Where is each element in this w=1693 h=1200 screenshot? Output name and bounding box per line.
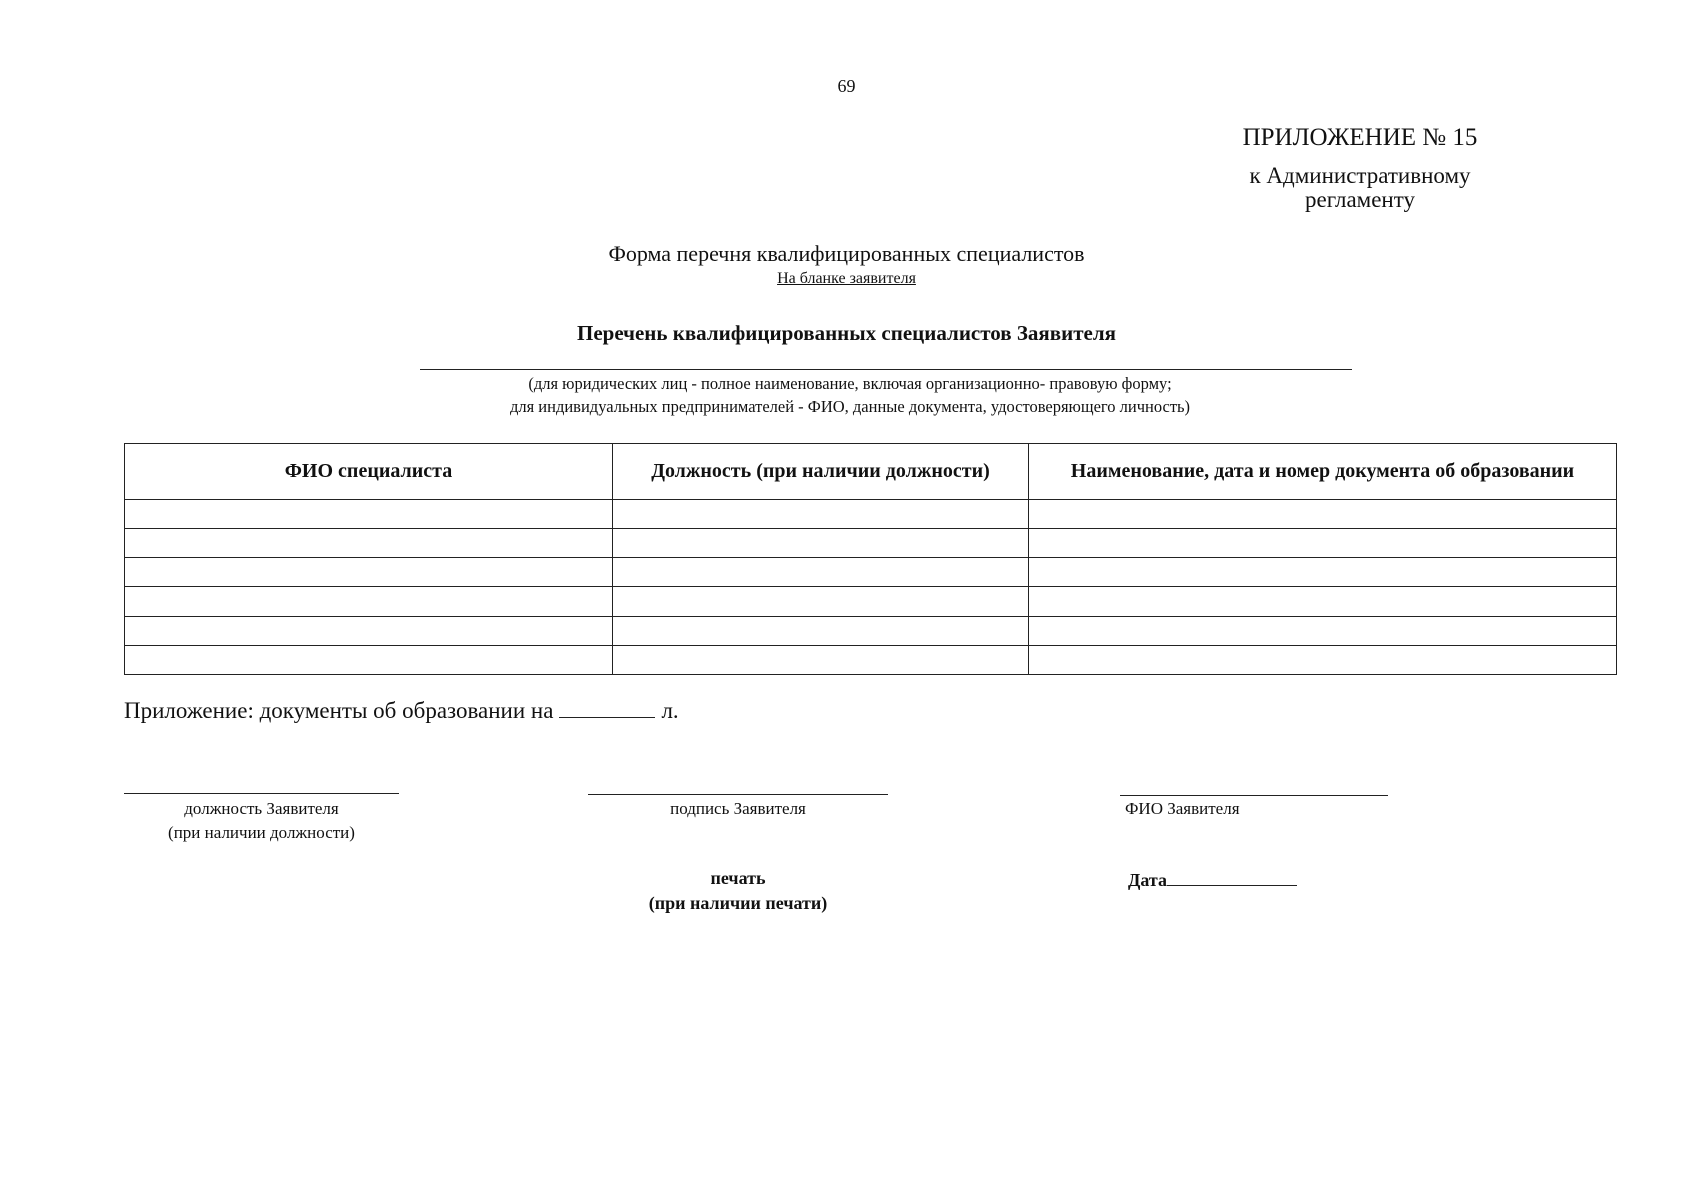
attachment-suffix: л. <box>661 698 679 723</box>
table-row <box>125 529 1617 558</box>
table-row <box>125 558 1617 587</box>
table-cell[interactable] <box>125 529 613 558</box>
table-cell[interactable] <box>1029 529 1617 558</box>
name-caption: ФИО Заявителя <box>1125 799 1240 818</box>
attachment-label: Приложение: документы об образовании на <box>124 698 554 723</box>
header-full-name: ФИО специалиста <box>125 444 613 500</box>
table-cell[interactable] <box>613 616 1029 645</box>
table-cell[interactable] <box>125 558 613 587</box>
appendix-subtitle-line2: регламенту <box>1305 187 1415 212</box>
table-row <box>125 616 1617 645</box>
table-cell[interactable] <box>125 500 613 529</box>
table-cell[interactable] <box>613 529 1029 558</box>
table-cell[interactable] <box>125 587 613 616</box>
signature-line[interactable] <box>588 794 888 795</box>
applicant-name-line[interactable] <box>420 369 1352 370</box>
appendix-title: ПРИЛОЖЕНИЕ № 15 <box>1242 124 1478 151</box>
table-cell[interactable] <box>613 645 1029 674</box>
signature-caption: подпись Заявителя <box>670 799 806 818</box>
appendix-subtitle-line1: к Административному <box>1249 163 1471 188</box>
date-field <box>1128 867 1297 891</box>
list-title: Перечень квалифицированных специалистов Заявителя <box>576 321 1117 345</box>
table-row <box>125 645 1617 674</box>
position-caption <box>124 797 399 845</box>
stamp-caption <box>588 866 888 916</box>
table-cell[interactable] <box>1029 500 1617 529</box>
table-header-row <box>125 444 1617 500</box>
attachment-line <box>124 697 679 724</box>
table-cell[interactable] <box>1029 645 1617 674</box>
date-label: Дата <box>1128 870 1167 890</box>
table-cell[interactable] <box>1029 616 1617 645</box>
position-label: должность Заявителя <box>184 799 339 818</box>
table-row <box>125 587 1617 616</box>
table-cell[interactable] <box>613 558 1029 587</box>
appendix-subtitle <box>1180 164 1540 212</box>
table-cell[interactable] <box>613 500 1029 529</box>
table-cell[interactable] <box>125 616 613 645</box>
table-cell[interactable] <box>125 645 613 674</box>
position-note: (при наличии должности) <box>168 823 355 842</box>
specialists-table <box>124 443 1617 675</box>
table-cell[interactable] <box>613 587 1029 616</box>
form-subtitle: На бланке заявителя <box>777 270 916 287</box>
name-signature-line[interactable] <box>1120 795 1388 796</box>
stamp-label: печать <box>710 868 766 888</box>
applicant-hint-line1: (для юридических лиц - полное наименование, включая организационно- правовую форму; <box>528 374 1172 393</box>
form-title: Форма перечня квалифицированных специалистов <box>608 241 1085 266</box>
date-blank[interactable] <box>1167 867 1297 886</box>
applicant-hint-line2: для индивидуальных предпринимателей - ФИО, данные документа, удостоверяющего личность) <box>509 397 1191 416</box>
stamp-note: (при наличии печати) <box>648 893 828 913</box>
applicant-hint <box>400 372 1300 418</box>
attachment-pages-blank[interactable] <box>559 697 655 718</box>
header-position: Должность (при наличии должности) <box>613 444 1029 500</box>
table-row <box>125 500 1617 529</box>
position-signature-line[interactable] <box>124 793 399 794</box>
table-cell[interactable] <box>1029 587 1617 616</box>
page-number: 69 <box>837 76 856 96</box>
table-cell[interactable] <box>1029 558 1617 587</box>
header-education-document: Наименование, дата и номер документа об образовании <box>1029 444 1617 500</box>
